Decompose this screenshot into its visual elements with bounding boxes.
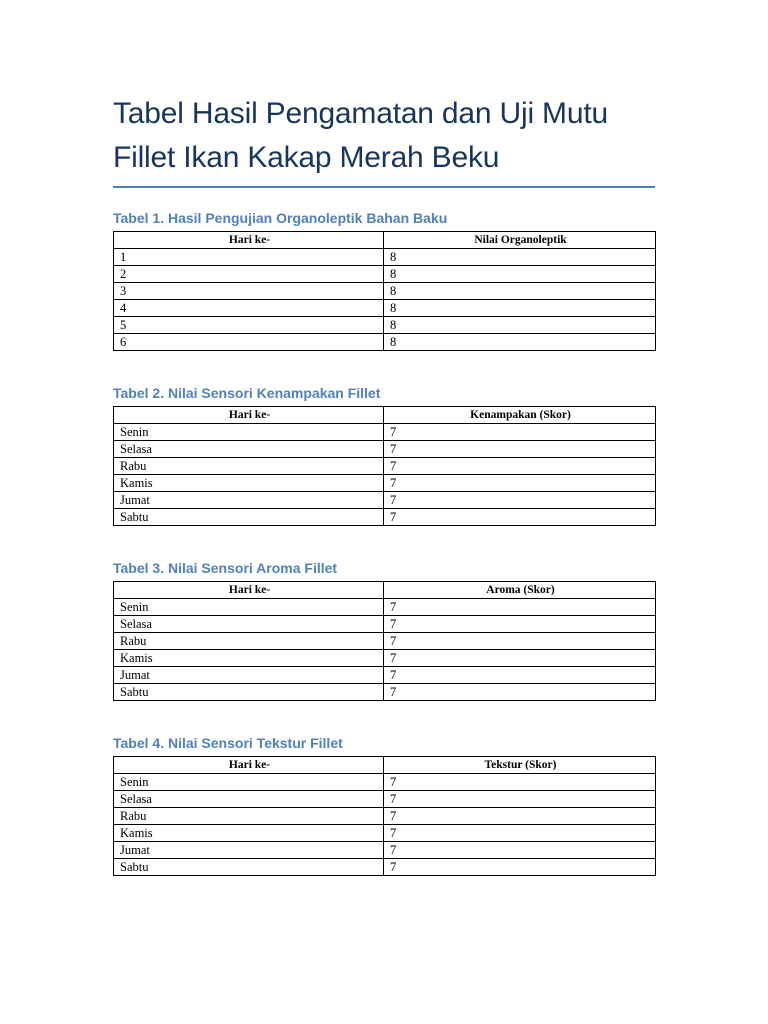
table-cell: Jumat <box>114 492 384 509</box>
table-cell: 7 <box>384 825 656 842</box>
table-cell: 3 <box>114 283 384 300</box>
table-cell: Senin <box>114 599 384 616</box>
table-row <box>114 791 656 808</box>
table-cell: 8 <box>384 300 656 317</box>
table-row <box>114 684 656 701</box>
table-cell: Rabu <box>114 633 384 650</box>
aroma-table <box>113 581 656 701</box>
table-cell: 8 <box>384 249 656 266</box>
table-section-3 <box>113 559 655 701</box>
table-cell: Kamis <box>114 650 384 667</box>
table-cell: 1 <box>114 249 384 266</box>
table-row <box>114 650 656 667</box>
table-row <box>114 458 656 475</box>
table-cell: 7 <box>384 684 656 701</box>
table-heading: Tabel 3. Nilai Sensori Aroma Fillet <box>113 560 338 576</box>
table-cell: Sabtu <box>114 509 384 526</box>
table-cell: Selasa <box>114 441 384 458</box>
column-header: Hari ke- <box>114 232 384 249</box>
table-row <box>114 266 656 283</box>
table-row <box>114 667 656 684</box>
table-row <box>114 842 656 859</box>
table-section-2 <box>113 384 655 526</box>
column-header: Tekstur (Skor) <box>384 757 656 774</box>
organoleptic-table <box>113 231 656 351</box>
table-row <box>114 774 656 791</box>
table-cell: Jumat <box>114 667 384 684</box>
table-header-row <box>114 407 656 424</box>
table-cell: 6 <box>114 334 384 351</box>
table-cell: 7 <box>384 842 656 859</box>
table-cell: 8 <box>384 334 656 351</box>
table-cell: 4 <box>114 300 384 317</box>
table-header-row <box>114 232 656 249</box>
table-cell: 7 <box>384 509 656 526</box>
table-header-row <box>114 757 656 774</box>
table-row <box>114 808 656 825</box>
table-cell: Sabtu <box>114 859 384 876</box>
page-title: Tabel Hasil Pengamatan dan Uji Mutu Fillet Ikan Kakap Merah Beku <box>113 97 608 174</box>
table-heading: Tabel 4. Nilai Sensori Tekstur Fillet <box>113 735 343 751</box>
table-cell: 7 <box>384 492 656 509</box>
table-cell: Kamis <box>114 825 384 842</box>
table-cell: Jumat <box>114 842 384 859</box>
table-cell: Senin <box>114 424 384 441</box>
table-cell: 2 <box>114 266 384 283</box>
texture-table <box>113 756 656 876</box>
table-section-4 <box>113 734 655 876</box>
table-row <box>114 633 656 650</box>
table-cell: Kamis <box>114 475 384 492</box>
table-cell: 7 <box>384 616 656 633</box>
column-header: Hari ke- <box>114 757 384 774</box>
table-cell: 7 <box>384 774 656 791</box>
table-row <box>114 492 656 509</box>
table-cell: 7 <box>384 424 656 441</box>
table-cell: 7 <box>384 441 656 458</box>
table-cell: Selasa <box>114 616 384 633</box>
table-row <box>114 300 656 317</box>
table-header-row <box>114 582 656 599</box>
column-header: Hari ke- <box>114 407 384 424</box>
table-cell: 7 <box>384 475 656 492</box>
table-cell: 7 <box>384 599 656 616</box>
table-row <box>114 424 656 441</box>
table-cell: 7 <box>384 650 656 667</box>
table-cell: 7 <box>384 791 656 808</box>
document-page <box>113 0 655 876</box>
table-row <box>114 859 656 876</box>
table-cell: 7 <box>384 859 656 876</box>
table-heading: Tabel 1. Hasil Pengujian Organoleptik Bahan Baku <box>113 210 448 226</box>
appearance-table <box>113 406 656 526</box>
table-section-1 <box>113 209 655 351</box>
column-header: Aroma (Skor) <box>384 582 656 599</box>
table-row <box>114 616 656 633</box>
table-cell: 7 <box>384 458 656 475</box>
table-cell: Rabu <box>114 458 384 475</box>
table-row <box>114 283 656 300</box>
column-header: Nilai Organoleptik <box>384 232 656 249</box>
table-row <box>114 441 656 458</box>
table-cell: 7 <box>384 633 656 650</box>
table-cell: 8 <box>384 283 656 300</box>
table-cell: Selasa <box>114 791 384 808</box>
table-cell: Rabu <box>114 808 384 825</box>
table-row <box>114 249 656 266</box>
table-cell: 5 <box>114 317 384 334</box>
column-header: Kenampakan (Skor) <box>384 407 656 424</box>
table-cell: 7 <box>384 808 656 825</box>
title-divider <box>113 186 655 188</box>
column-header: Hari ke- <box>114 582 384 599</box>
table-cell: 8 <box>384 266 656 283</box>
table-row <box>114 317 656 334</box>
table-cell: Senin <box>114 774 384 791</box>
table-row <box>114 475 656 492</box>
table-cell: 8 <box>384 317 656 334</box>
table-cell: Sabtu <box>114 684 384 701</box>
table-heading: Tabel 2. Nilai Sensori Kenampakan Fillet <box>113 385 381 401</box>
table-row <box>114 825 656 842</box>
table-cell: 7 <box>384 667 656 684</box>
table-row <box>114 509 656 526</box>
table-row <box>114 599 656 616</box>
table-row <box>114 334 656 351</box>
